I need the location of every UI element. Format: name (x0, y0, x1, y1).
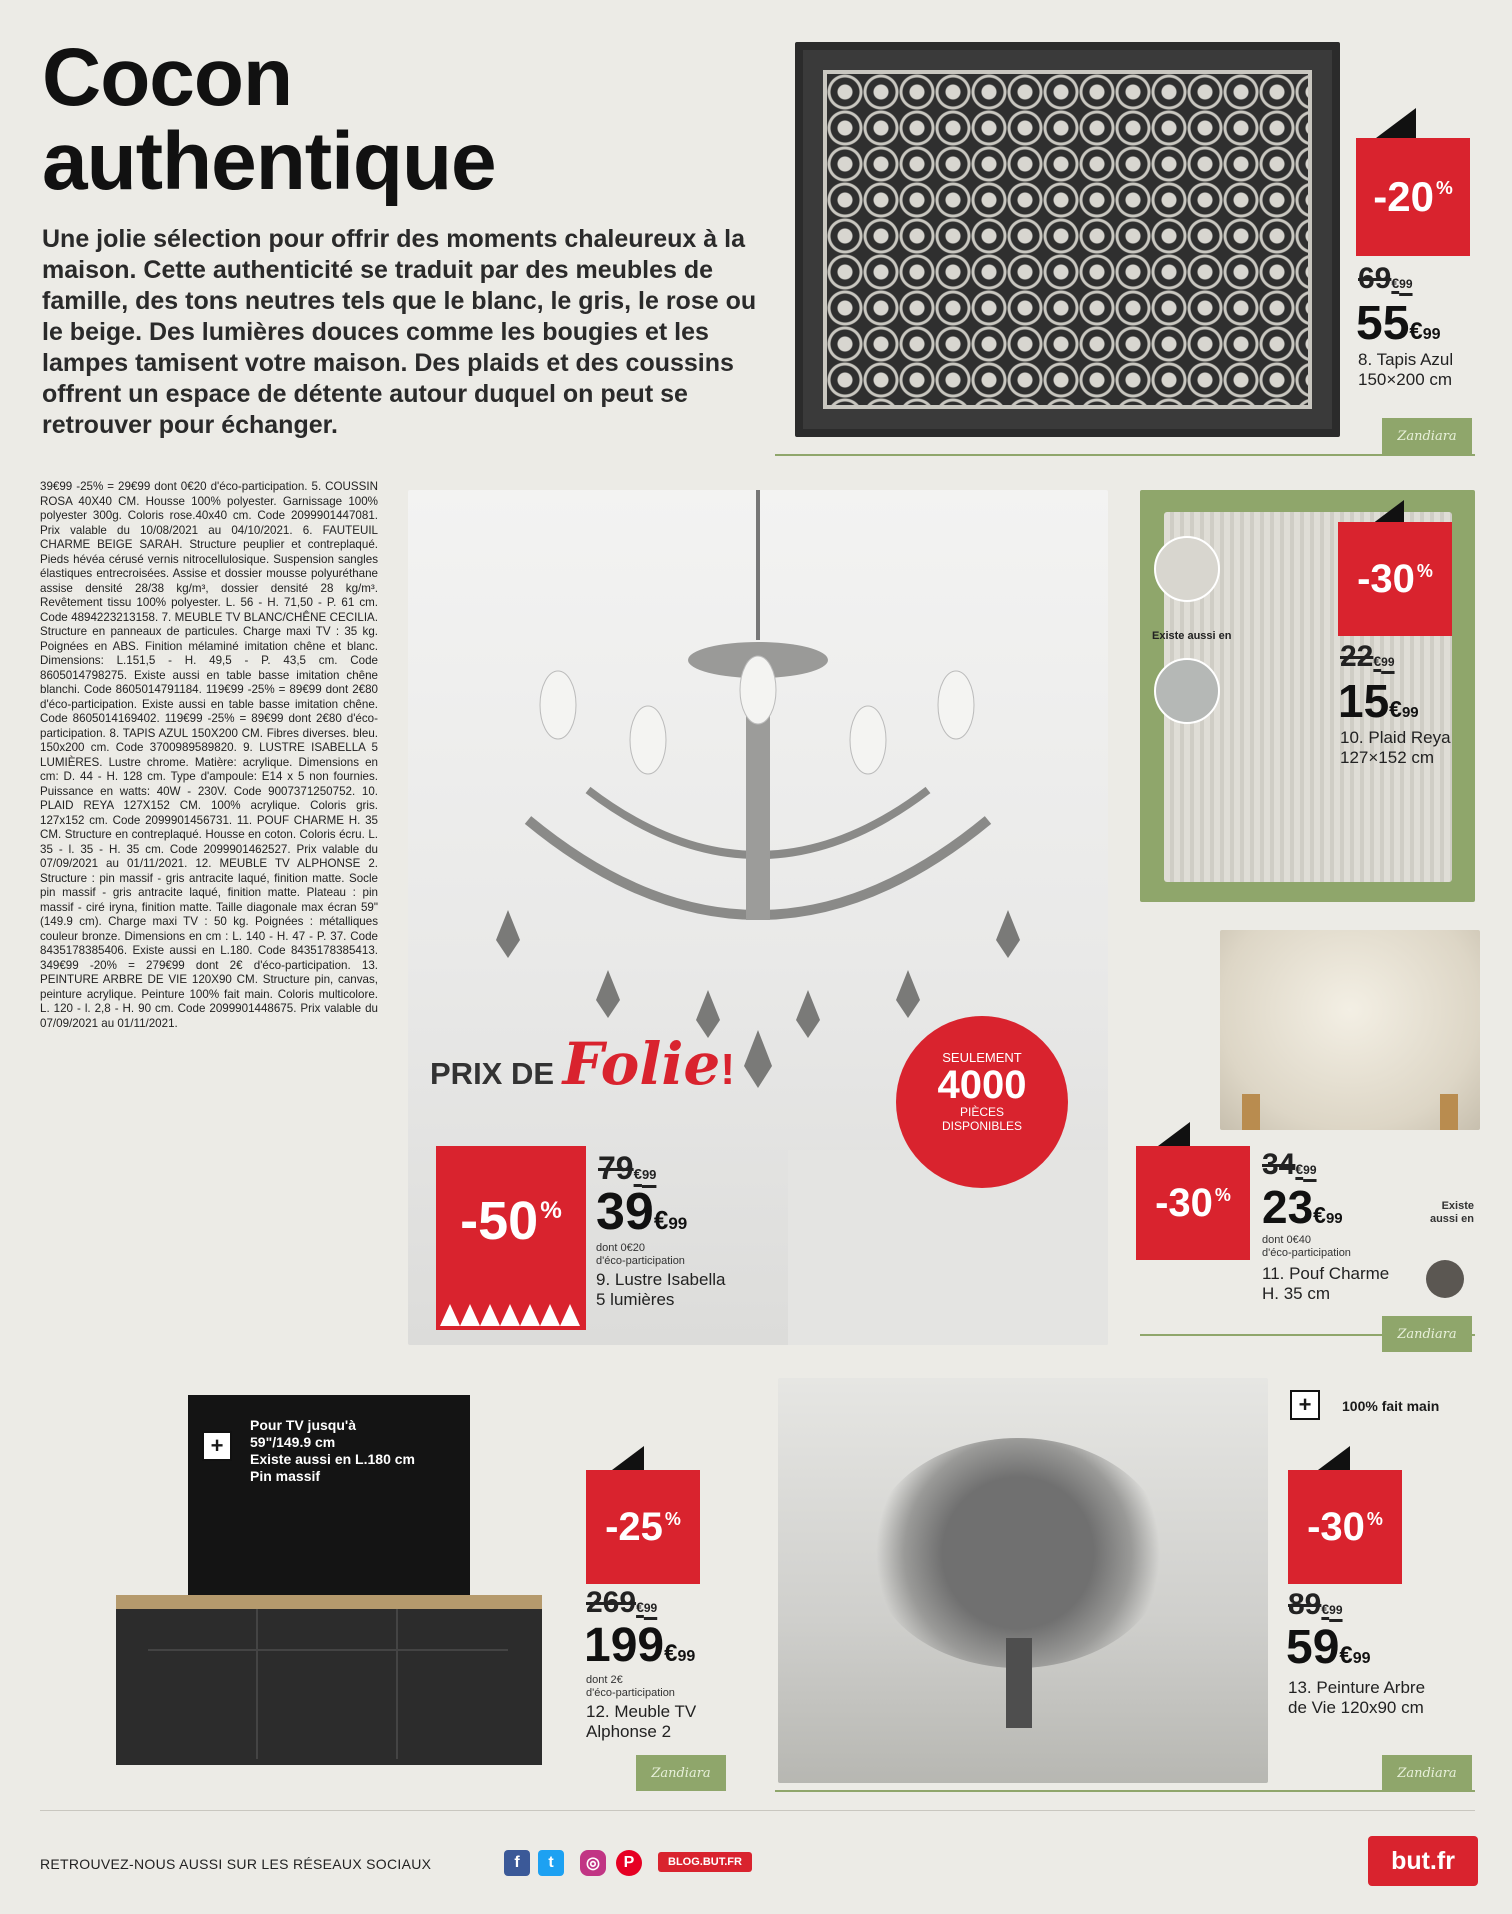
plus-icon: + (202, 1431, 232, 1461)
rug-image (795, 42, 1340, 437)
color-swatch-grey[interactable] (1154, 658, 1220, 724)
old-price-rug: 69€99 (1358, 262, 1413, 295)
brand-tag: Zandiara (1382, 1755, 1472, 1791)
brand-tag: Zandiara (1382, 1316, 1472, 1352)
old-price-painting: 89€99 (1288, 1588, 1343, 1621)
pouf-variant-label: Existe aussi en (1429, 1200, 1474, 1225)
product-label-pouf: 11. Pouf Charme H. 35 cm (1262, 1264, 1390, 1303)
legal-text: 39€99 -25% = 29€99 dont 0€20 d'éco-participation. 5. COUSSIN ROSA 40X40 CM. Housse 100% polyester. Garnissage 100% polyester 300g. Coloris rose.40x40 cm. Code 2099901447081. Prix valable du 10/08/2021 au 04/10/2021. 6. FAUTEUIL CHARME BEIGE SARAH. Structure peuplier et contreplaqué. Pieds hévéa cérusé vernis nitrocellulosique. Suspension sangles élastiques entrecroisées. Assise et dossier mousse polyuréthane assise densité 28/38 kg/m³, dossier densité 28 kg/m³. Revêtement tissu 100% polyester. L. 56 - H. 71,50 - P. 61 cm. Code 4894223213158. 7. MEUBLE TV BLANC/CHÊNE CECILIA. Structure en panneaux de particules. Charge maxi TV : 35 kg. Poignées en ABS. Finition mélaminé imitation chêne et blanc. Dimensions: L.151,5 - H. 49,5 - P. 43,5 cm. Code 8605014798275. Existe aussi en table basse imitation chêne blanchi. Code 8605014791184. 119€99 -25% = 89€99 dont 2€80 d'éco-participation. Existe aussi en table basse imitation chêne. Code 8605014169402. 119€99 -25% = 89€99 dont 2€80 d'éco-participation. 8. TAPIS AZUL 150X200 CM. Fibres diverses. bleu. 150x200 cm. Code 3700989589820. 9. LUSTRE ISABELLA 5 LUMIÈRES. Lustre chrome. Matière: acrylique. Dimensions en cm: D. 44 - H. 128 cm. Type d'ampoule: E14 x 5 non fournies. Puissance en watts: 40W - 230V. Code 9007371250752. 10. PLAID REYA 127X152 CM. 100% acrylique. Coloris gris. 127x152 cm. Code 2099901456731. 11. POUF CHARME H. 35 CM. Structure en contreplaqué. Housse en coton. Coloris écru. L. 35 - l. 35 - H. 35 cm. Code 2099901462527. Prix valable du 07/09/2021 au 01/11/2021. 12. MEUBLE TV ALPHONSE 2. Structure : pin massif - gris antracite laqué, finition matte. Socle pin massif - gris antracite laqué, finition matte. Plateau : pin massif - ciré iryna, finition matte. Taille diagonale max écran 59" (149.9 cm). Charge maxi TV : 50 kg. Poignées : métalliques couleur bronze. Dimensions en cm : L. 140 - H. 47 - P. 37. Code 8435178385406. Existe aussi en L.180. Code 8435178385413. 349€99 -20% = 279€99 dont 2€ d'éco-participation. 13. PEINTURE ARBRE DE VIE 120X90 CM. Structure pin, canvas, peinture acrylique. Peinture 100% fait main. Coloris multicolore. L. 120 - l. 2,8 - H. 90 cm. Code 2099901448675. Prix valable du 07/09/2021 au 01/11/2021. (40, 480, 378, 1030)
site-logo[interactable]: but.fr (1368, 1836, 1478, 1886)
eco-participation-chandelier: dont 0€20 d'éco-participation (596, 1242, 685, 1267)
twitter-icon[interactable]: t (538, 1850, 564, 1876)
old-price-tv: 269€99 (586, 1586, 658, 1619)
price-flag (1376, 108, 1416, 138)
blog-link[interactable]: BLOG.BUT.FR (658, 1852, 752, 1872)
divider (775, 454, 1475, 456)
social-caption: RETROUVEZ-NOUS AUSSI SUR LES RÉSEAUX SOCIAUX (40, 1856, 432, 1872)
new-price-chandelier: 39€99 (596, 1183, 688, 1241)
old-price-plaid: 22€99 (1340, 640, 1395, 673)
product-label-rug: 8. Tapis Azul 150×200 cm (1358, 350, 1454, 389)
instagram-icon[interactable]: ◎ (580, 1850, 606, 1876)
old-price-pouf: 34€99 (1262, 1148, 1317, 1181)
eco-participation-pouf: dont 0€40 d'éco-participation (1262, 1234, 1351, 1259)
tv-feature-note: Pour TV jusqu'à 59"/149.9 cm Existe aussi en L.180 cm Pin massif (250, 1417, 415, 1484)
discount-badge-painting: -30 % (1288, 1470, 1402, 1584)
new-price-pouf: 23€99 (1262, 1181, 1343, 1233)
promo-title: PRIX DE Folie! (430, 1030, 735, 1098)
facebook-icon[interactable]: f (504, 1850, 530, 1876)
product-label-tv: 12. Meuble TV Alphonse 2 (586, 1702, 697, 1741)
page-title: Cocon authentique (42, 32, 496, 207)
product-label-plaid: 10. Plaid Reya 127×152 cm (1340, 728, 1451, 767)
plaid-image: Existe aussi en (1140, 490, 1475, 902)
new-price-tv: 199€99 (584, 1619, 696, 1672)
product-label-painting: 13. Peinture Arbre de Vie 120x90 cm (1288, 1678, 1426, 1717)
brand-tag: Zandiara (1382, 418, 1472, 454)
pouf-image (1220, 930, 1480, 1130)
limited-stock-badge: SEULEMENT 4000 PIÈCES DISPONIBLES (896, 1016, 1068, 1188)
new-price-painting: 59€99 (1286, 1621, 1371, 1674)
discount-badge-plaid: -30 % (1338, 522, 1452, 636)
product-label-chandelier: 9. Lustre Isabella 5 lumières (596, 1270, 726, 1309)
painting-image (778, 1378, 1268, 1783)
discount-badge-tv: -25 % (586, 1470, 700, 1584)
discount-badge-chandelier: -50 % (436, 1146, 586, 1296)
new-price-plaid: 15€99 (1338, 675, 1419, 727)
footer-divider (40, 1810, 1475, 1811)
tv-stand-image (116, 1595, 542, 1765)
new-price-rug: 55€99 (1356, 297, 1441, 350)
plus-icon: + (1290, 1390, 1320, 1420)
color-swatch-dark[interactable] (1426, 1260, 1464, 1298)
eco-participation-tv: dont 2€ d'éco-participation (586, 1674, 675, 1699)
old-price-chandelier: 79€99 (598, 1150, 657, 1186)
handmade-note: 100% fait main (1342, 1398, 1440, 1414)
zigzag-decoration (436, 1296, 586, 1330)
tv-image (188, 1395, 470, 1595)
discount-badge-rug: -20 % (1356, 138, 1470, 256)
intro-paragraph: Une jolie sélection pour offrir des moments chaleureux à la maison. Cette authenticité se traduit par des meubles de famille, des tons neutres tels que le blanc, le gris, le rose ou le beige. Des lumières douces comme les bougies et les lampes tamisent votre maison. Des plaids et des coussins offrent un espace de détente autour duquel on peut se retrouver pour échanger. (42, 225, 757, 439)
brand-tag: Zandiara (636, 1755, 726, 1791)
divider (775, 1790, 1475, 1792)
pinterest-icon[interactable]: P (616, 1850, 642, 1876)
discount-badge-pouf: -30 % (1136, 1146, 1250, 1260)
color-swatch-beige[interactable] (1154, 536, 1220, 602)
